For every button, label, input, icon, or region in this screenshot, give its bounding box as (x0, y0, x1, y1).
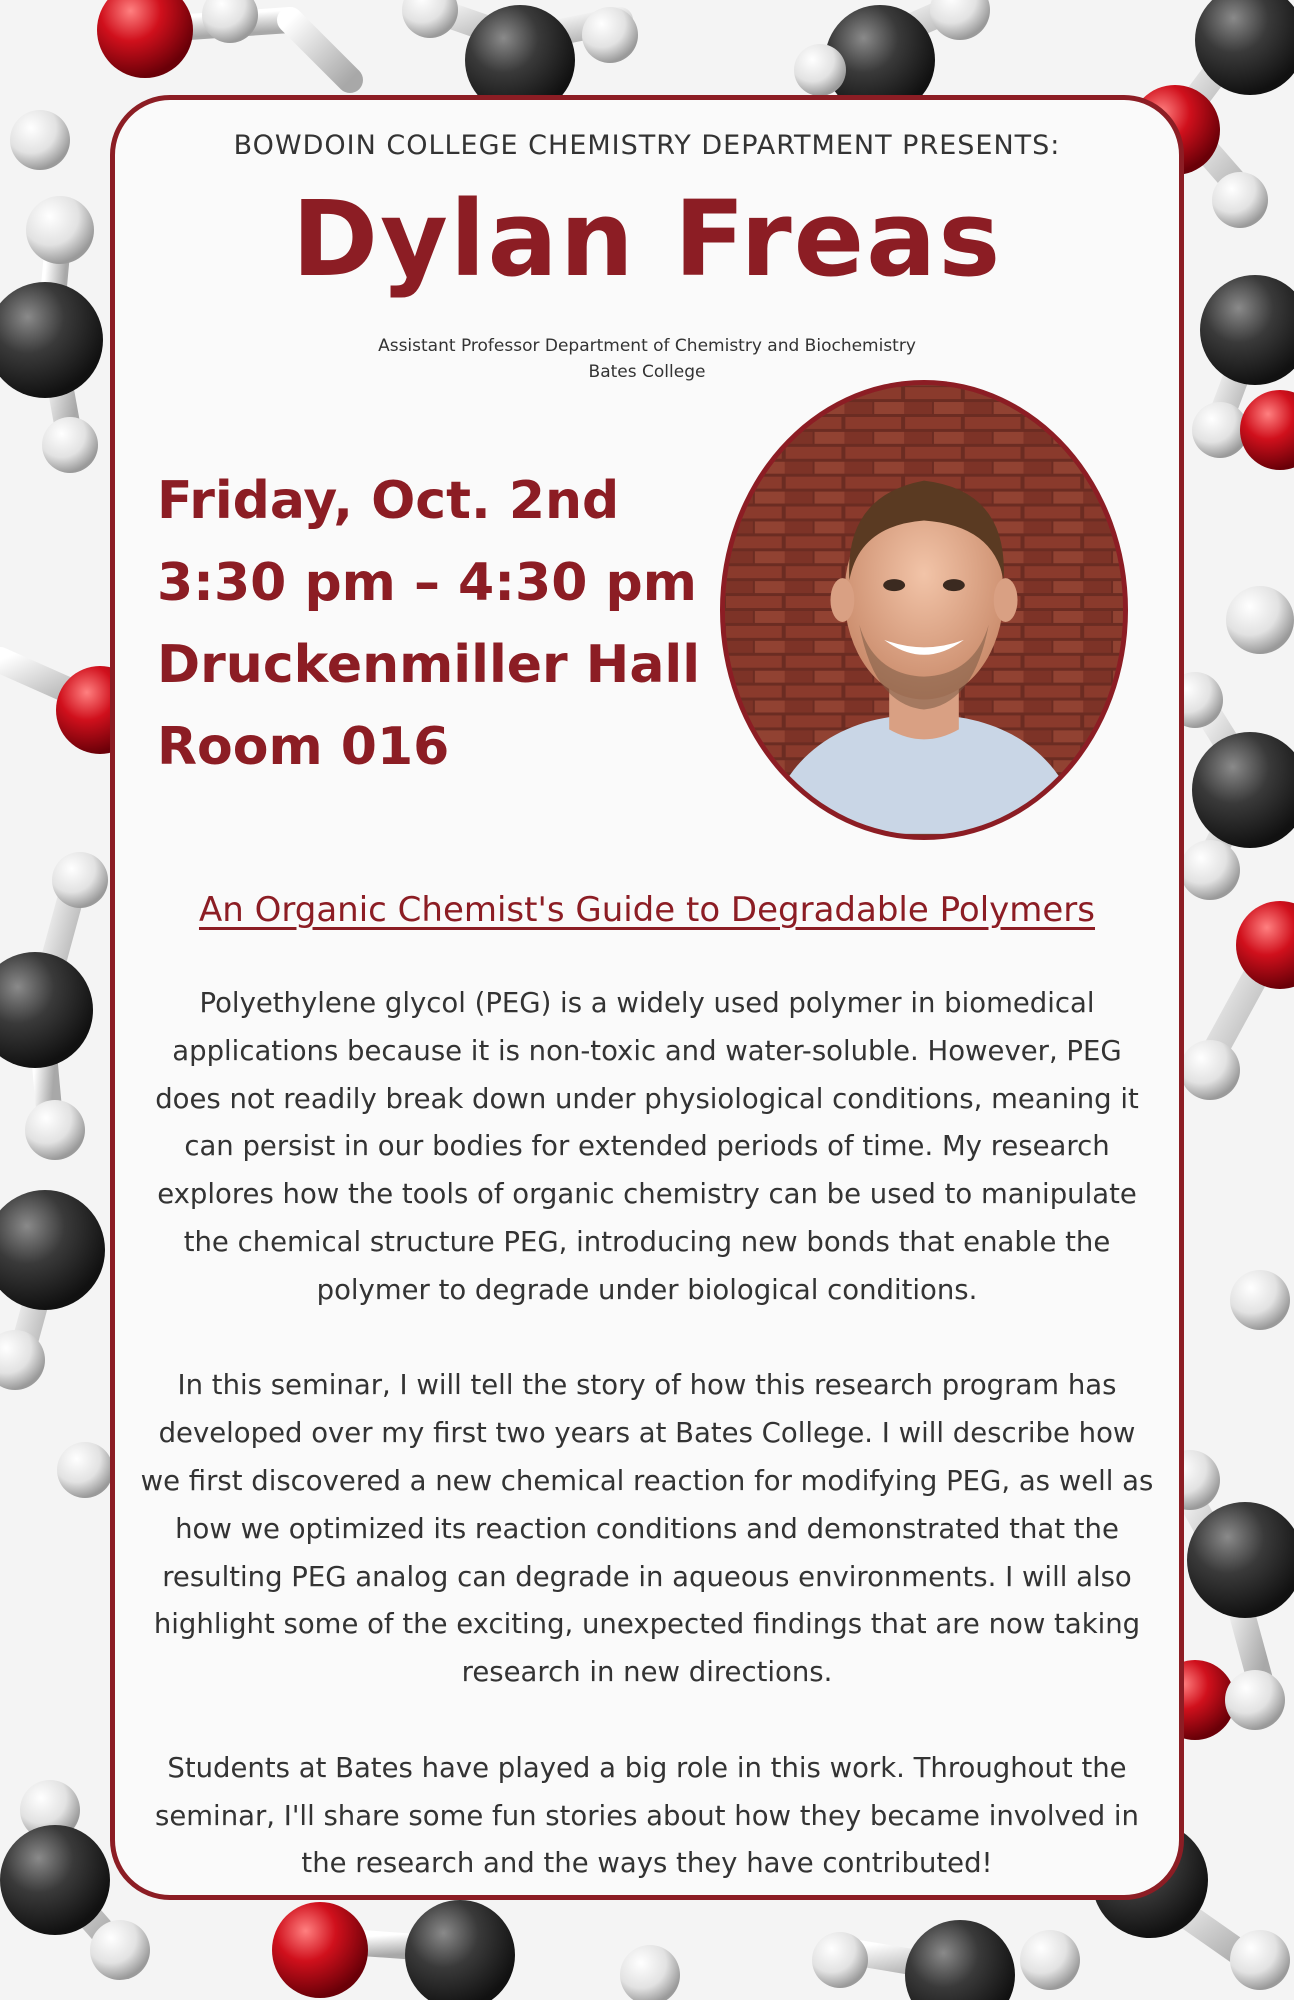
talk-title: An Organic Chemist's Guide to Degradable Polymers (198, 890, 1095, 930)
speaker-photo-icon (725, 385, 1123, 835)
abstract-paragraph: Students at Bates have played a big role in this work. Throughout the seminar, I'll share some fun stories about how they became involved in the research and the ways they have contributed! (155, 1751, 1139, 1880)
event-time: 3:30 pm – 4:30 pm (157, 553, 697, 613)
speaker-title: Assistant Professor Department of Chemistry and Biochemistry (378, 336, 916, 356)
event-details (157, 460, 717, 788)
event-date: Friday, Oct. 2nd (157, 471, 620, 531)
speaker-photo (720, 380, 1128, 840)
speaker-institution: Bates College (588, 362, 706, 382)
presenter-line: BOWDOIN COLLEGE CHEMISTRY DEPARTMENT PRESENTS: (233, 130, 1061, 161)
poster-card (110, 95, 1184, 1900)
abstract-paragraph: In this seminar, I will tell the story of how this research program has developed over my first two years at Bates College. I will describe how we first discovered a new chemical reaction for modifying PEG, as well as how we optimized its reaction conditions and demonstrated that the resulting PEG analog can degrade in aqueous environments. I will also highlight some of the exciting, unexpected findings that are now taking research in new directions. (140, 1369, 1154, 1689)
speaker-name: Dylan Freas (291, 178, 1003, 300)
talk-abstract (140, 980, 1154, 1936)
abstract-paragraph: Polyethylene glycol (PEG) is a widely used polymer in biomedical applications because it is non-toxic and water-soluble. However, PEG does not readily break down under physiological conditions, meaning it can persist in our bodies for extended periods of time. My research explores how the tools of organic chemistry can be used to manipulate the chemical structure PEG, introducing new bonds that enable the polymer to degrade under biological conditions. (155, 987, 1139, 1306)
event-building: Druckenmiller Hall (157, 635, 701, 695)
event-room: Room 016 (157, 717, 450, 777)
